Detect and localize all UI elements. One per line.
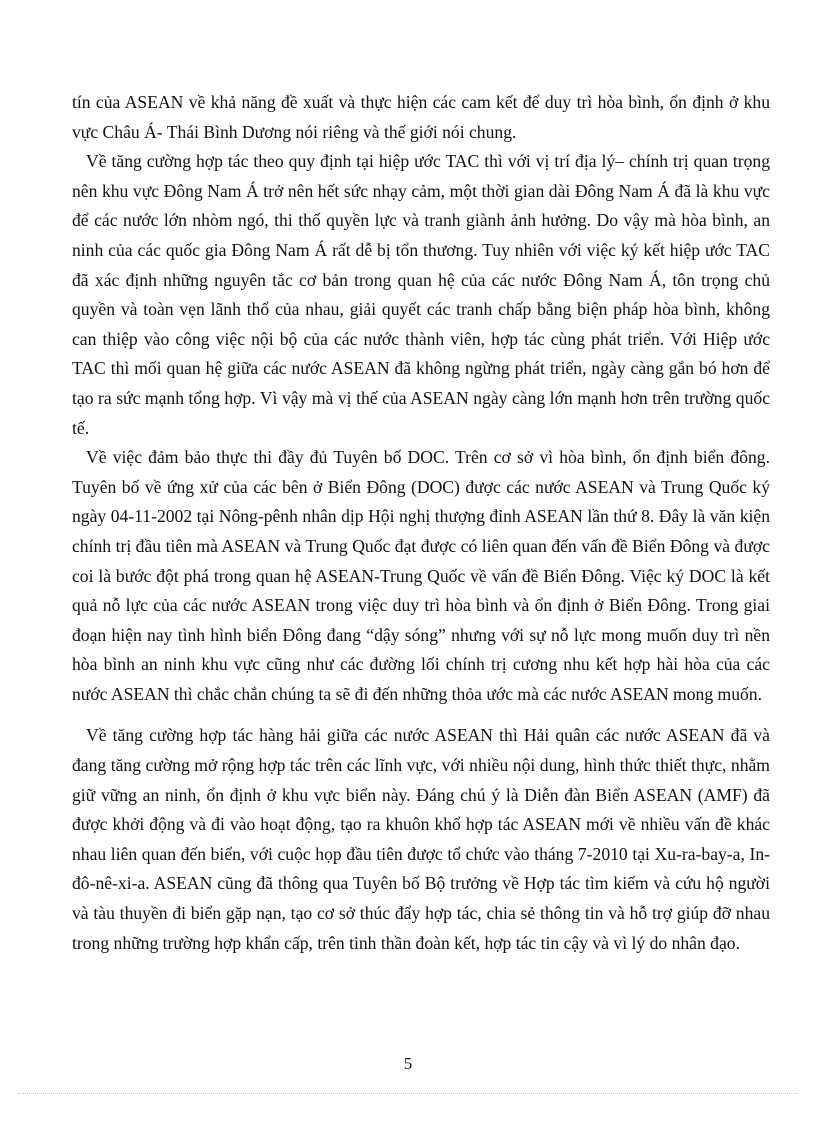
paragraph-tac-cooperation: Về tăng cường hợp tác theo quy định tại hiệp ước TAC thì với vị trí địa lý– chính trị quan trọng nên khu vực Đông Nam Á trở nên hết sức nhạy cảm, một thời gian dài Đông Nam Á đã là khu vực để các nước lớn nhòm ngó, thi thố quyền lực và tranh giành ảnh hưởng. Do vậy mà hòa bình, an ninh của các quốc gia Đông Nam Á rất dễ bị tổn thương. Tuy nhiên với việc ký kết hiệp ước TAC đã xác định những nguyên tắc cơ bản trong quan hệ của các nước Đông Nam Á, tôn trọng chủ quyền và toàn vẹn lãnh thổ của nhau, giải quyết các tranh chấp bằng biện pháp hòa bình, không can thiệp vào công việc nội bộ của các nước thành viên, hợp tác cùng phát triển. Với Hiệp ước TAC thì mối quan hệ giữa các nước ASEAN đã không ngừng phát triển, ngày càng gắn bó hơn để tạo ra sức mạnh tổng hợp. Vì vậy mà vị thế của ASEAN ngày càng lớn mạnh hơn trên trường quốc tế. [72,151,770,438]
page-divider [18,1093,798,1094]
document-body [72,88,770,958]
page-number: 5 [403,1054,413,1073]
paragraph-continuation: tín của ASEAN về khả năng đề xuất và thực hiện các cam kết để duy trì hòa bình, ổn định ở khu vực Châu Á- Thái Bình Dương nói riêng và thế giới nói chung. [72,92,770,142]
paragraph-maritime-cooperation: Về tăng cường hợp tác hàng hải giữa các nước ASEAN thì Hải quân các nước ASEAN đã và đang tăng cường mở rộng hợp tác trên các lĩnh vực, với nhiều nội dung, hình thức thiết thực, nhằm giữ vững an ninh, ổn định ở khu vực biển này. Đáng chú ý là Diễn đàn Biển ASEAN (AMF) đã được khởi động và đi vào hoạt động, tạo ra khuôn khổ hợp tác ASEAN mới về nhiều vấn đề khác nhau liên quan đến biển, với cuộc họp đầu tiên được tổ chức vào tháng 7-2010 tại Xu-ra-bay-a, In-đô-nê-xi-a. ASEAN cũng đã thông qua Tuyên bố Bộ trưởng về Hợp tác tìm kiếm và cứu hộ người và tàu thuyền đi biển gặp nạn, tạo cơ sở thúc đẩy hợp tác, chia sẻ thông tin và hỗ trợ giúp đỡ nhau trong những trường hợp khẩn cấp, trên tinh thần đoàn kết, hợp tác tin cậy và vì lý do nhân đạo. [72,725,770,953]
paragraph-doc-implementation: Về việc đảm bảo thực thi đầy đủ Tuyên bố DOC. Trên cơ sở vì hòa bình, ổn định biển đông. Tuyên bố về ứng xử của các bên ở Biển Đông (DOC) được các nước ASEAN và Trung Quốc ký ngày 04-11-2002 tại Nông-pênh nhân dịp Hội nghị thượng đỉnh ASEAN lần thứ 8. Đây là văn kiện chính trị đầu tiên mà ASEAN và Trung Quốc đạt được có liên quan đến vấn đề Biển Đông và được coi là bước đột phá trong quan hệ ASEAN-Trung Quốc về vấn đề Biển Đông. Việc ký DOC là kết quả nỗ lực của các nước ASEAN trong việc duy trì hòa bình và ổn định ở Biển Đông. Trong giai đoạn hiện nay tình hình biển Đông đang “dậy sóng” nhưng với sự nỗ lực mong muốn duy trì nền hòa bình an ninh khu vực cũng như các đường lối chính trị cương nhu kết hợp hài hòa của các nước ASEAN thì chắc chắn chúng ta sẽ đi đến những thỏa ước mà các nước ASEAN mong muốn. [72,447,770,704]
